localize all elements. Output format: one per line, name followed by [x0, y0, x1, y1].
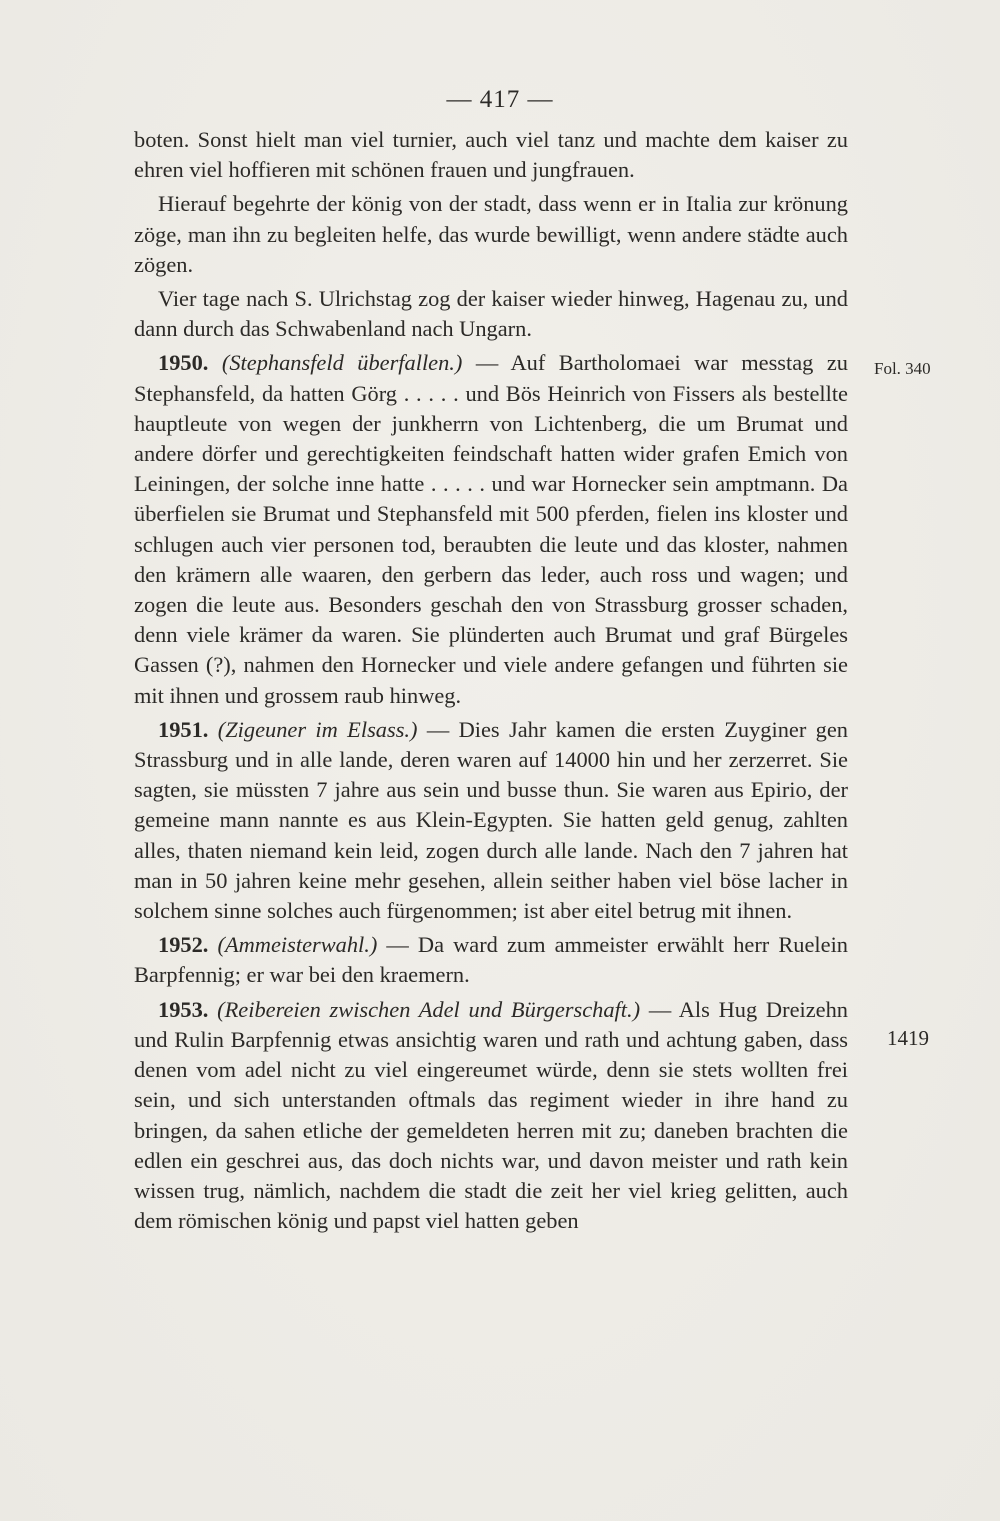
paragraph-2: Hierauf begehrte der könig von der stadt, dass wenn er in Italia zur krönung zöge, man ihn zu begleiten helfe, das wurde bewilligt, wenn andere städte auch zögen. [134, 191, 848, 277]
entry-1953 [134, 995, 848, 1237]
entry-1952 [134, 930, 848, 990]
margin-note-year: 1419 [887, 1026, 929, 1050]
entry-body: — Auf Bartholomaei war messtag zu Stephansfeld, da hatten Görg . . . . . und Bös Heinrich von Fissers als bestellte hauptleute von wegen der junkherrn von Lichtenberg, die um Brumat und andere dörfer und gerechtigkeiten feindschaft hatten wider grafen Emich von Leiningen, der solche inne hatte . . . . . und war Hornecker sein amptmann. Da überfielen sie Brumat und Stephansfeld mit 500 pferden, fielen ins kloster und schlugen auch vier personen tod, beraubten die leute und das kloster, nahmen den krämern alle waaren, den gerbern das leder, auch ross und wagen; und zogen die leute aus. Besonders geschah den von Strassburg grosser schaden, denn viele krämer da waren. Sie plünderten auch Brumat und graf Bürgeles Gassen (?), nahmen den Hornecker und viele andere gefangen und führten sie mit ihnen und grossem raub hinweg. [134, 350, 848, 708]
entry-number: 1951. [158, 716, 209, 742]
entry-number: 1953. [158, 996, 209, 1022]
margin-note-folio: Fol. 340 [874, 359, 931, 378]
entry-body: — Da ward zum ammeister erwählt herr Ruelein Barpfennig; er war bei den kraemern. [134, 932, 848, 988]
entry-number: 1950. [158, 350, 209, 376]
entry-title: (Reibereien zwischen Adel und Bürgerschaft.) [217, 996, 641, 1022]
entry-number: 1952. [158, 932, 209, 958]
entry-1951 [134, 715, 848, 926]
paragraph-3: Vier tage nach S. Ulrichstag zog der kaiser wieder hinweg, Hagenau zu, und dann durch das Schwabenland nach Ungarn. [134, 286, 848, 342]
entry-title: (Zigeuner im Elsass.) [217, 716, 418, 742]
main-text [134, 125, 848, 1240]
entry-body: — Als Hug Dreizehn und Rulin Barpfennig etwas ansichtig waren und rath und achtung gaben, dass denen vom adel nicht zu viel eingereumet würde, denn sie stets wollten frei sein, und sich unterstanden oftmals das regiment wieder in ihre hand zu bringen, da sahen etliche der gemeldeten herren mit zu; daneben brachten die edlen ein geschrei aus, das doch nichts war, und davon meister und rath kein wissen trug, nämlich, nachdem die stadt die zeit her viel krieg gelitten, auch dem römischen könig und papst viel hatten geben [134, 996, 848, 1234]
entry-title: (Ammeisterwahl.) [217, 932, 378, 958]
paragraph-1: boten. Sonst hielt man viel turnier, auch viel tanz und machte dem kaiser zu ehren viel hoffieren mit schönen frauen und jungfrauen. [134, 127, 848, 183]
entry-1950 [134, 348, 848, 710]
entry-body: — Dies Jahr kamen die ersten Zuyginer gen Strassburg und in alle lande, deren waren auf 14000 hin und her zerzerret. Sie sagten, sie müssten 7 jahre aus sein und busse thun. Sie waren aus Epirio, der gemeine mann nannte es aus Klein-Egypten. Sie hatten geld genug, zahlten alles, thaten niemand kein leid, zogen durch alle lande. Nach den 7 jahren hat man in 50 jahren keine mehr gesehen, allein seither haben viel böse lacher in solchem sinne solches auch fürgenommen; ist aber eitel betrug mit ihnen. [134, 716, 849, 924]
page-number: — 417 — [446, 86, 554, 113]
entry-title: (Stephansfeld überfallen.) [221, 350, 463, 376]
